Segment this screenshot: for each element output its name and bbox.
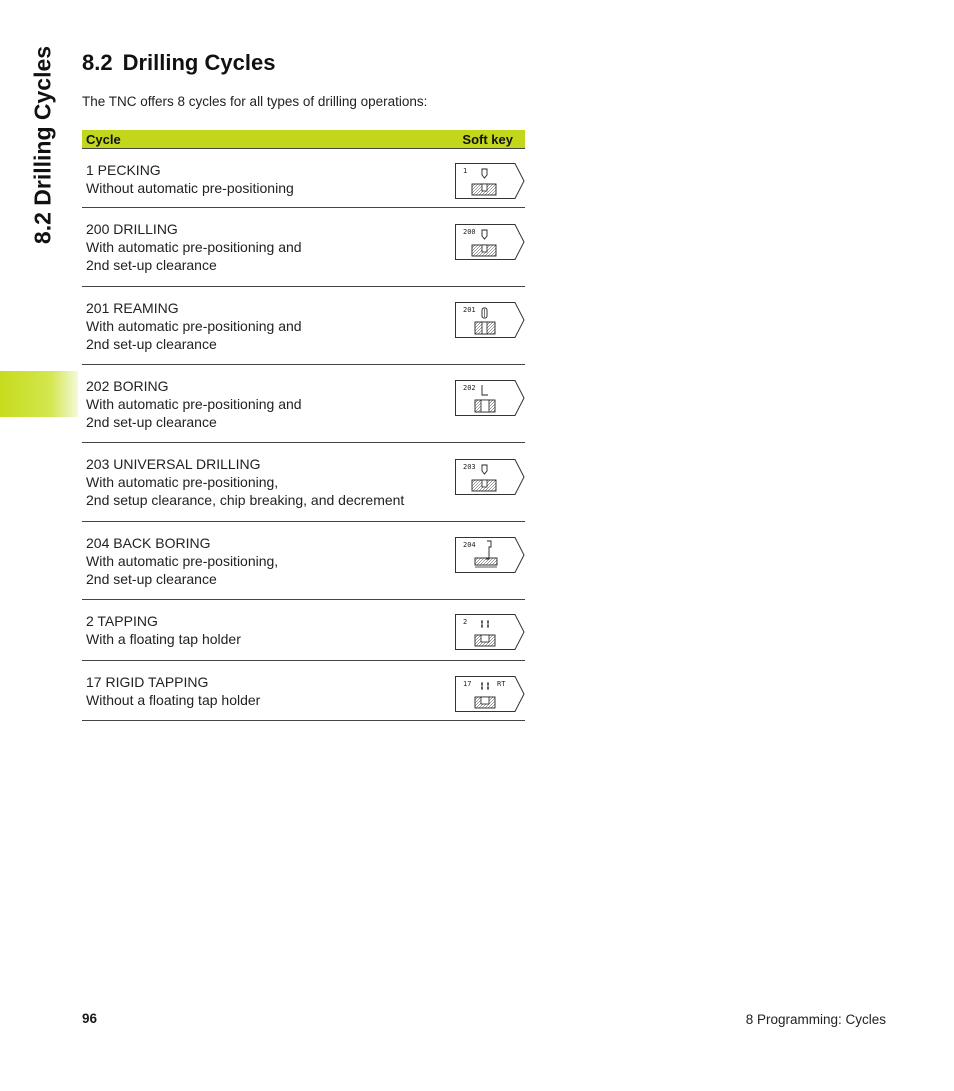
section-title: Drilling Cycles — [122, 50, 276, 75]
cycle-description — [86, 455, 404, 509]
softkey-extra-label: RT — [497, 680, 506, 688]
cycle-name: 202 BORING — [86, 378, 169, 394]
softkey-cycle-number: 204 — [463, 541, 476, 549]
table-row — [82, 443, 525, 522]
chapter-footer: 8 Programming: Cycles — [745, 1012, 886, 1027]
cycle-description — [86, 377, 302, 431]
softkey-cycle-number: 201 — [463, 306, 476, 314]
intro-text: The TNC offers 8 cycles for all types of drilling operations: — [82, 94, 428, 109]
cycle-detail-line: Without automatic pre-positioning — [86, 180, 294, 196]
column-header-softkey: Soft key — [462, 131, 513, 147]
softkey-cycle-number: 1 — [463, 167, 468, 175]
cycle-name: 2 TAPPING — [86, 613, 158, 629]
table-row — [82, 365, 525, 443]
back-boring-icon — [455, 537, 525, 573]
cycle-detail-line: 2nd set-up clearance — [86, 336, 217, 352]
softkey-button[interactable] — [455, 537, 525, 573]
cycle-name: 17 RIGID TAPPING — [86, 674, 209, 690]
page-title — [82, 50, 275, 76]
cycle-description — [86, 220, 302, 274]
cycle-detail-line: With automatic pre-positioning and — [86, 239, 302, 255]
side-chapter-title: 8.2 Drilling Cycles — [29, 45, 56, 245]
reaming-icon — [455, 302, 525, 338]
table-row — [82, 148, 525, 208]
page-number: 96 — [82, 1011, 98, 1026]
boring-icon — [455, 380, 525, 416]
column-header-cycle: Cycle — [86, 131, 121, 147]
cycle-detail-line: With automatic pre-positioning, — [86, 553, 279, 569]
rigid-tapping-icon — [455, 676, 525, 712]
table-row — [82, 522, 525, 600]
table-header — [82, 130, 525, 148]
cycle-name: 200 DRILLING — [86, 221, 178, 237]
softkey-cycle-number: 17 — [463, 680, 472, 688]
cycle-detail-line: 2nd set-up clearance — [86, 414, 217, 430]
universal-drilling-icon — [455, 459, 525, 495]
softkey-button[interactable] — [455, 224, 525, 260]
softkey-button[interactable] — [455, 614, 525, 650]
cycle-description — [86, 673, 260, 709]
cycle-name: 204 BACK BORING — [86, 535, 211, 551]
softkey-cycle-number: 203 — [463, 463, 476, 471]
cycle-detail-line: 2nd set-up clearance — [86, 571, 217, 587]
softkey-button[interactable] — [455, 459, 525, 495]
table-row — [82, 287, 525, 365]
chapter-tab-marker — [0, 371, 78, 417]
table-row — [82, 208, 525, 287]
softkey-cycle-number: 2 — [463, 618, 468, 626]
softkey-button[interactable] — [455, 676, 525, 712]
softkey-cycle-number: 200 — [463, 228, 476, 236]
cycle-detail-line: 2nd set-up clearance — [86, 257, 217, 273]
cycle-detail-line: With automatic pre-positioning and — [86, 396, 302, 412]
cycle-description — [86, 299, 302, 353]
section-number: 8.2 — [82, 50, 113, 75]
cycle-description — [86, 612, 241, 648]
cycle-name: 1 PECKING — [86, 162, 161, 178]
cycle-detail-line: With automatic pre-positioning, — [86, 474, 279, 490]
table-row — [82, 600, 525, 661]
cycle-name: 201 REAMING — [86, 300, 179, 316]
softkey-button[interactable] — [455, 302, 525, 338]
cycle-detail-line: With a floating tap holder — [86, 631, 241, 647]
cycle-name: 203 UNIVERSAL DRILLING — [86, 456, 261, 472]
cycle-detail-line: With automatic pre-positioning and — [86, 318, 302, 334]
softkey-button[interactable] — [455, 380, 525, 416]
pecking-icon — [455, 163, 525, 199]
softkey-cycle-number: 202 — [463, 384, 476, 392]
cycle-description — [86, 161, 294, 197]
cycle-table — [82, 130, 525, 721]
table-row — [82, 661, 525, 721]
softkey-button[interactable] — [455, 163, 525, 199]
drilling-icon — [455, 224, 525, 260]
cycle-detail-line: Without a floating tap holder — [86, 692, 261, 708]
cycle-detail-line: 2nd setup clearance, chip breaking, and decrement — [86, 492, 405, 508]
tapping-icon — [455, 614, 525, 650]
cycle-description — [86, 534, 278, 588]
